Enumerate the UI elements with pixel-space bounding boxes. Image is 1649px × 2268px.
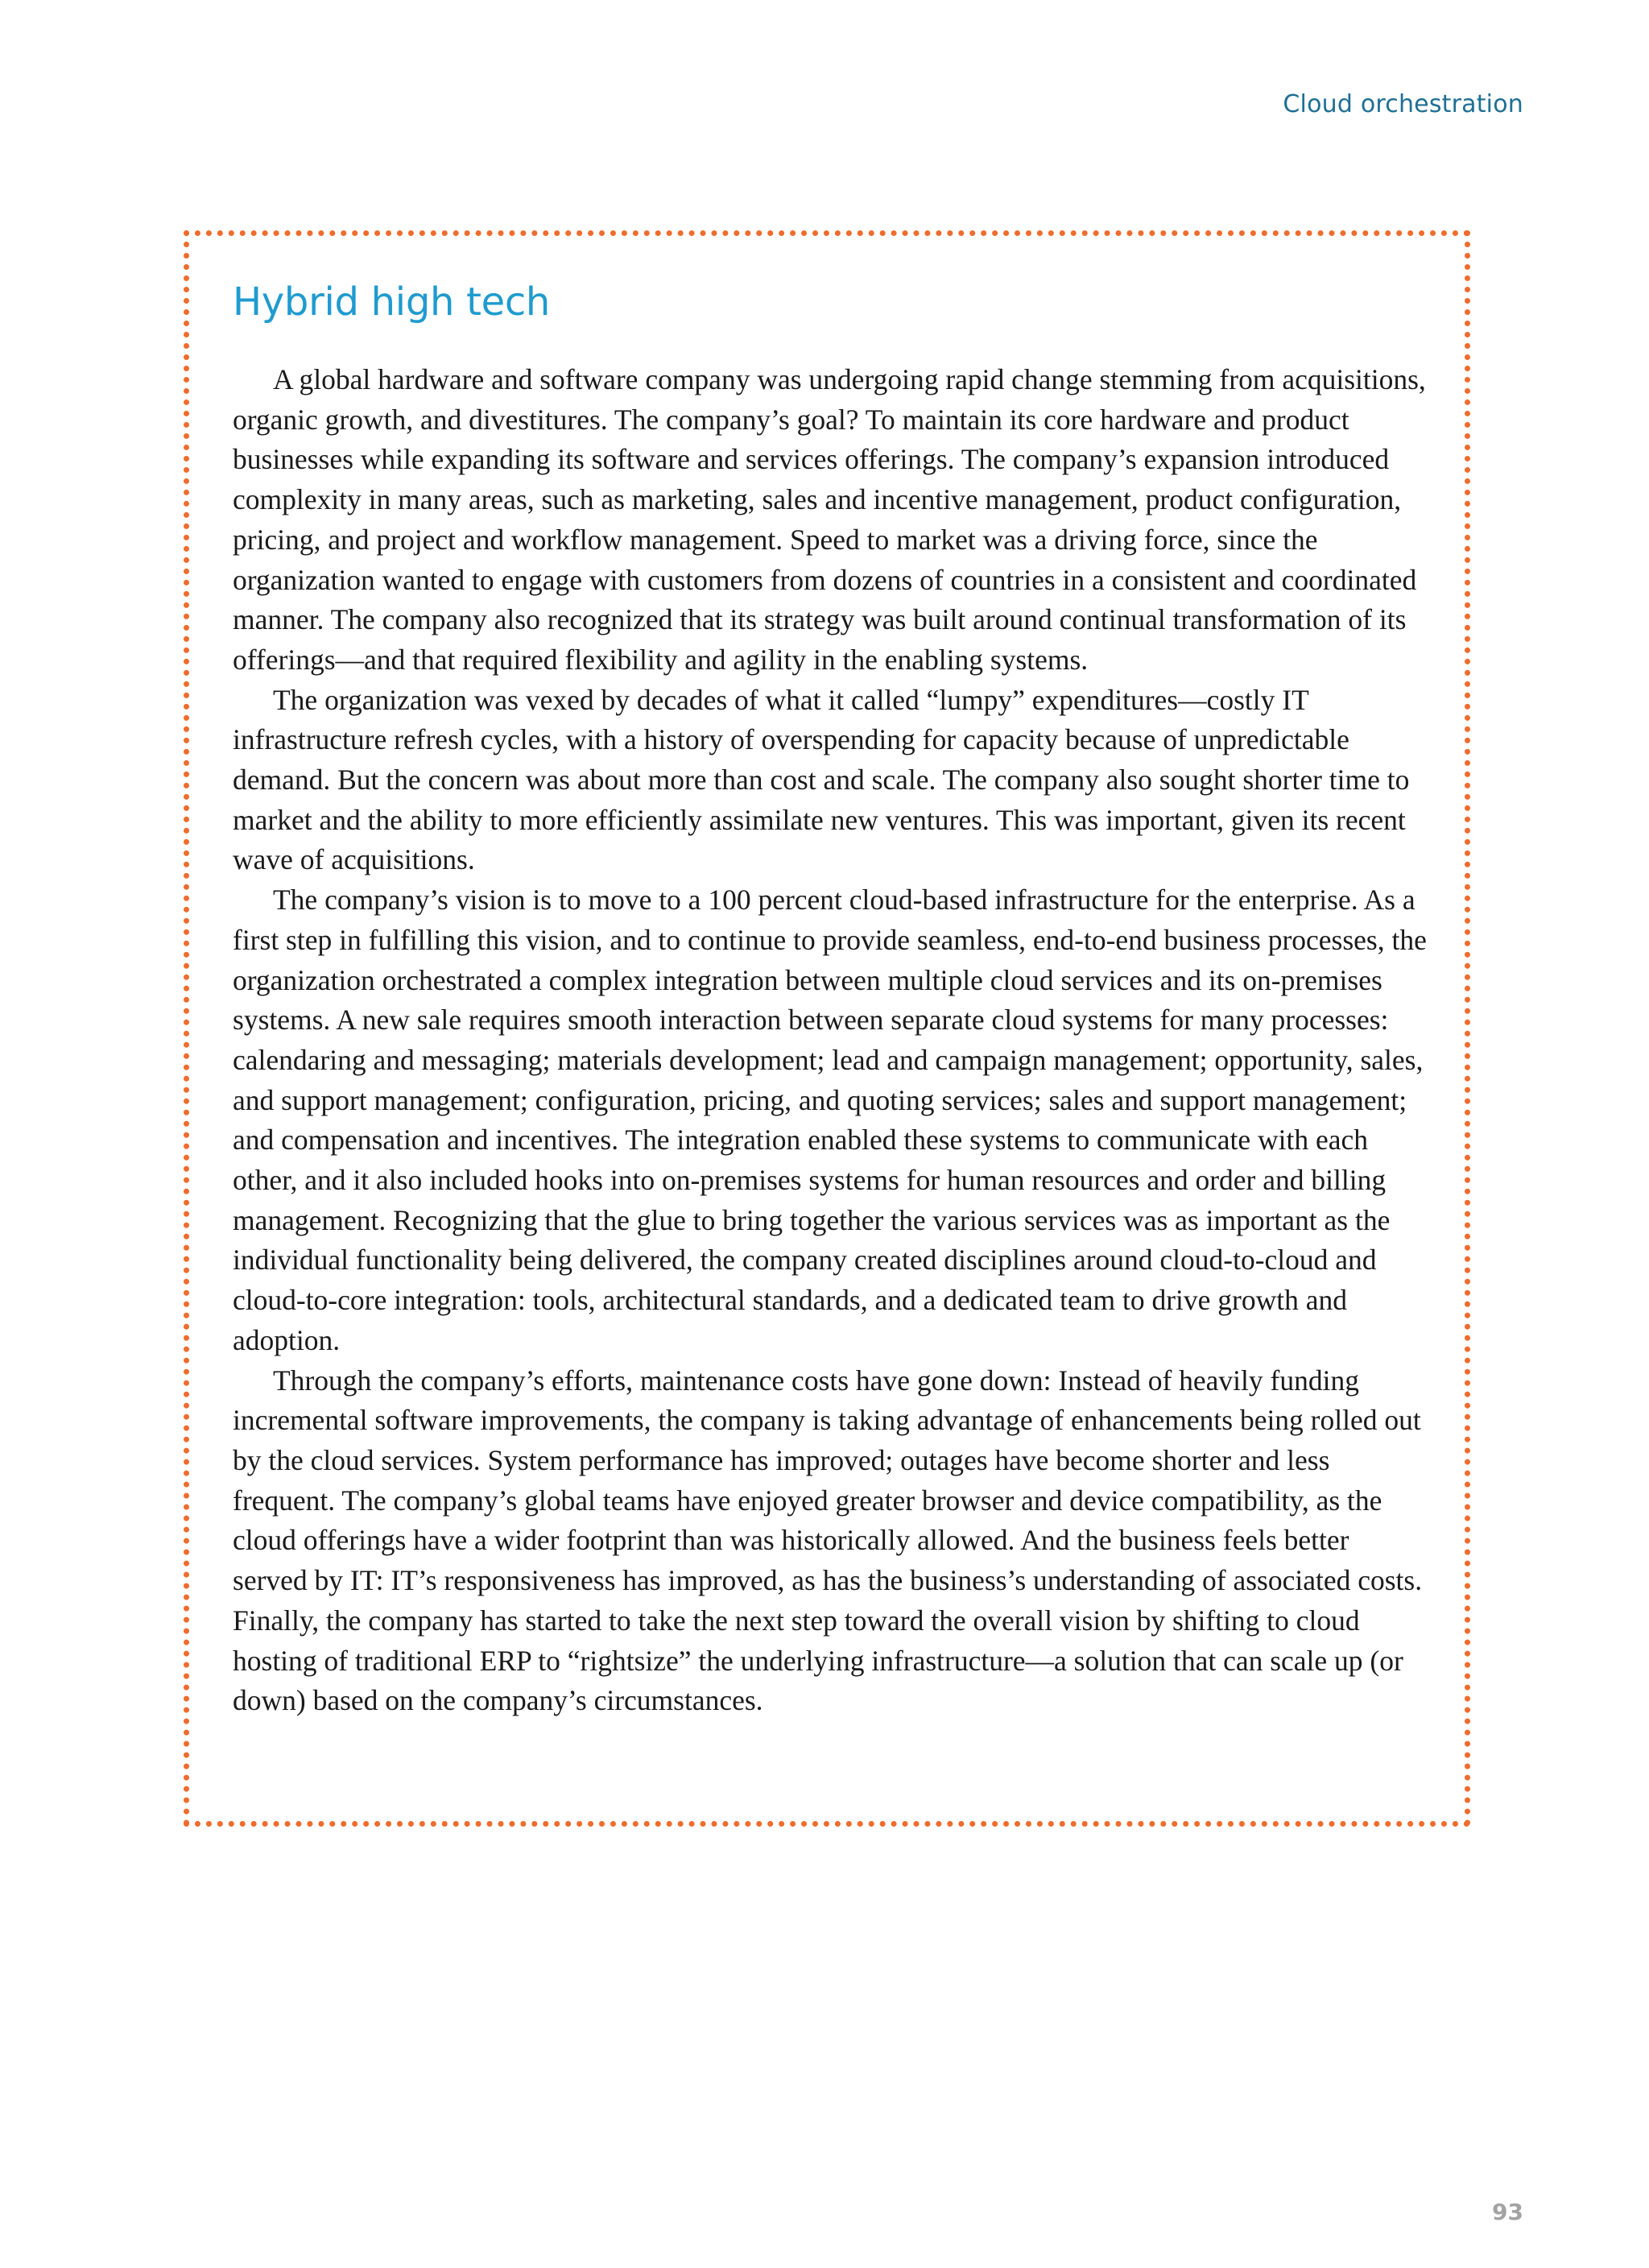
body-paragraph: Through the company’s efforts, maintenance costs have gone down: Instead of heavily funding incremental software improvements, the company is taking advantage of enhancements being rolled out by the cloud services. System performance has improved; outages have become shorter and less frequent. The company’s global teams have enjoyed greater browser and device compatibility, as the cloud offerings have a wider footprint than was historically allowed. And the business feels better served by IT: IT’s responsiveness has improved, as has the business’s understanding of associated costs. Finally, the company has started to take the next step toward the overall vision by shifting to cloud hosting of traditional ERP to “rightsize” the underlying infrastructure—a solution that can scale up (or down) based on the company’s circumstances. [233, 1364, 1423, 1717]
case-study-sidebar [184, 230, 1470, 1827]
body-paragraph: The organization was vexed by decades of what it called “lumpy” expenditures—costly IT infrastructure refresh cycles, with a history of overspending for capacity because of unpredictable demand. But the concern was about more than cost and scale. The company also sought shorter time to market and the ability to more efficiently assimilate new ventures. This was important, given its recent wave of acquisitions. [233, 683, 1410, 876]
body-paragraph: The company’s vision is to move to a 100 percent cloud-based infrastructure for the enterprise. As a first step in fulfilling this vision, and to continue to provide seamless, end-to-end business processes, the organization orchestrated a complex integration between multiple cloud services and its on-premises systems. A new sale requires smooth interaction between separate cloud systems for many processes: calendaring and messaging; materials development; lead and campaign management; opportunity, sales, and support management; configuration, pricing, and quoting services; sales and support management; and compensation and incentives. The integration enabled these systems to communicate with each other, and it also included hooks into on-premises systems for human resources and order and billing management. Recognizing that the glue to bring together the various services was as important as the individual functionality being delivered, the company created disciplines around cloud-to-cloud and cloud-to-core integration: tools, architectural standards, and a dedicated team to drive growth and adoption. [233, 884, 1427, 1356]
sidebar-title: Hybrid high tech [233, 279, 551, 325]
sidebar-body [233, 360, 1428, 1721]
page-number: 93 [1492, 2199, 1523, 2225]
running-header: Cloud orchestration [1283, 90, 1523, 118]
body-paragraph: A global hardware and software company was undergoing rapid change stemming from acquisitions, organic growth, and divestitures. The company’s goal? To maintain its core hardware and product businesses while expanding its software and services offerings. The company’s expansion introduced complexity in many areas, such as marketing, sales and incentive management, product configuration, pricing, and project and workflow management. Speed to market was a driving force, since the organization wanted to engage with customers from dozens of countries in a consistent and coordinated manner. The company also recognized that its strategy was built around continual transformation of its offerings—and that required flexibility and agility in the enabling systems. [233, 363, 1426, 676]
